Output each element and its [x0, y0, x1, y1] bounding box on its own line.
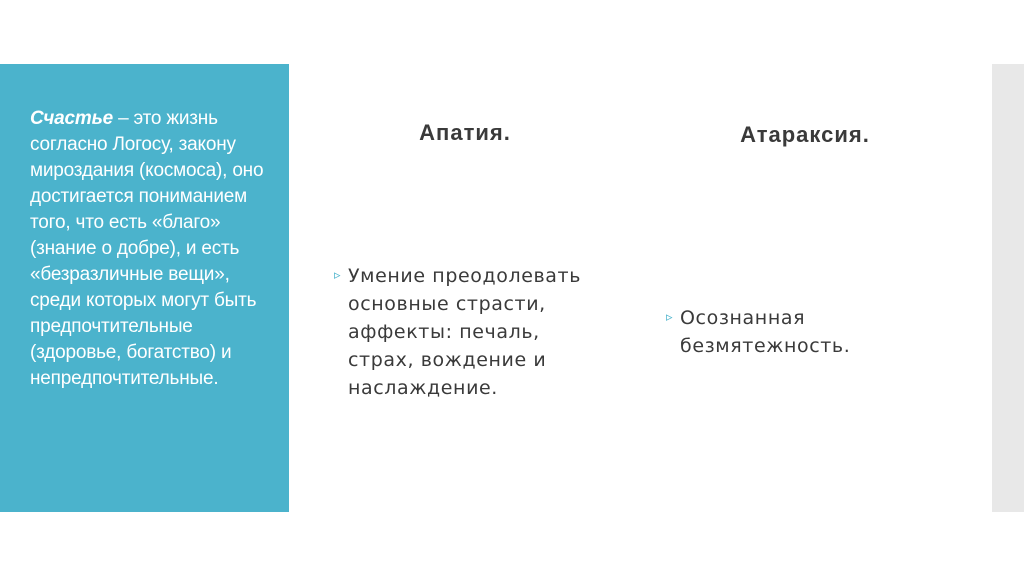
definition-term: Счастье [30, 108, 114, 129]
bullet-icon: ▹ [666, 310, 674, 325]
bullet-apathy [334, 262, 608, 402]
bullet-icon: ▹ [334, 268, 342, 283]
heading-ataraxia: Атараксия. [740, 122, 870, 147]
definition-body: – это жизнь согласно Логосу, закону мироздания (космоса), оно достигается пониманием того, что есть «благо» (знание о добре), и есть «безразличные вещи», среди которых могут быть предпочтительные (здоровье, богатство) и непредпочтительные. [30, 108, 264, 389]
bullet-ataraxia-text: Осознанная безмятежность. [680, 307, 851, 357]
bullet-apathy-text: Умение преодолевать основные страсти, аффекты: печаль, страх, вождение и наслаждение. [348, 265, 581, 399]
side-strip [992, 64, 1024, 512]
heading-apathy: Апатия. [419, 120, 511, 145]
bullet-ataraxia [666, 304, 940, 360]
definition-text [30, 106, 275, 392]
